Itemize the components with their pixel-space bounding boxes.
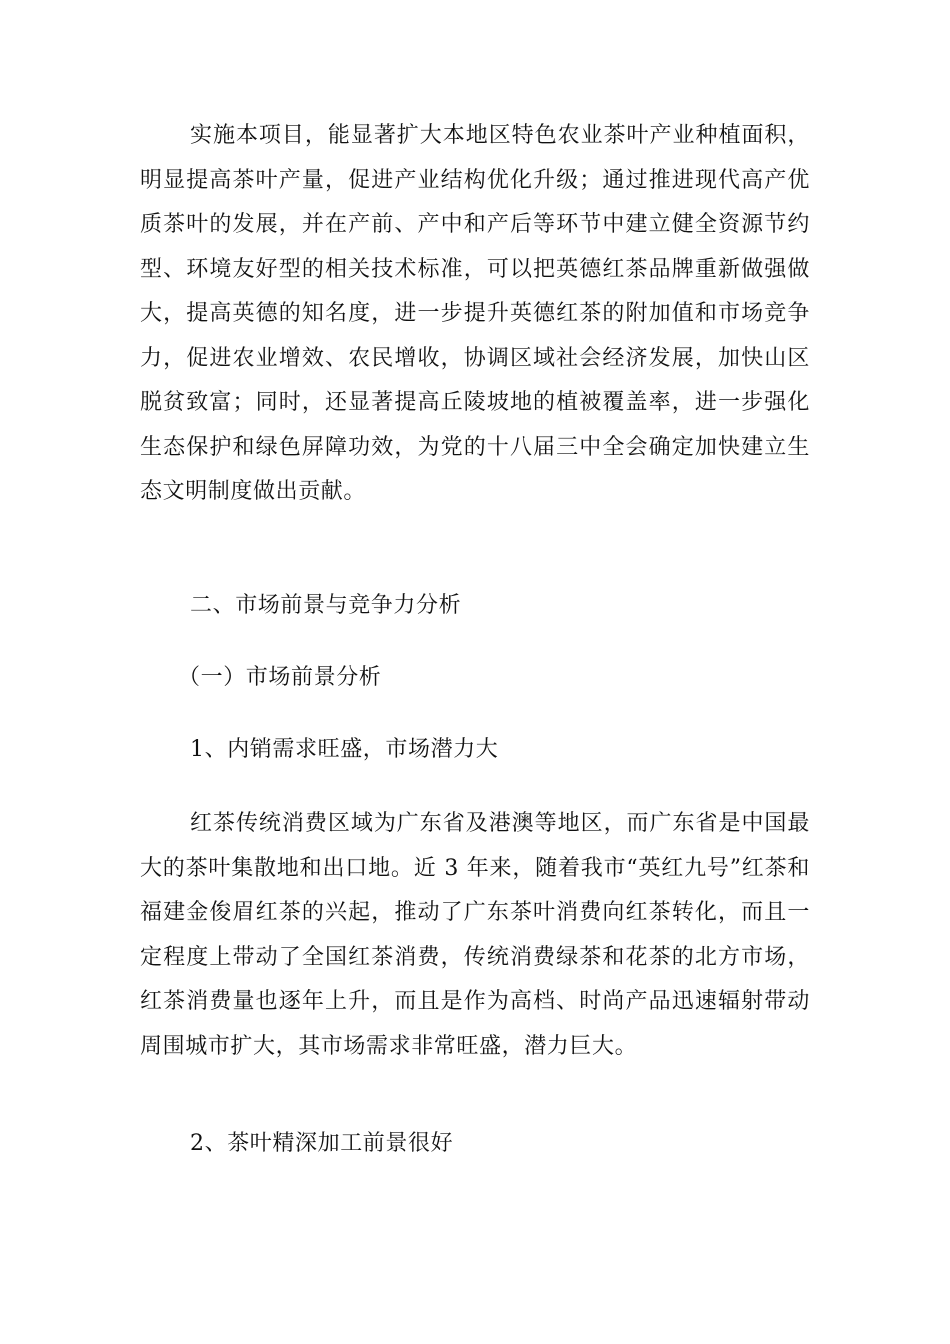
- body-paragraph-project-benefits: 实施本项目，能显著扩大本地区特色农业茶叶产业种植面积，明显提高茶叶产量，促进产业结构优化升级；通过推进现代高产优质茶叶的发展，并在产前、产中和产后等环节中建立健全资源节约型、环境友好型的相关技术标准，可以把英德红茶品牌重新做强做大，提高英德的知名度，进一步提升英德红茶的附加值和市场竞争力，促进农业增效、农民增收，协调区域社会经济发展，加快山区脱贫致富；同时，还显著提高丘陵坡地的植被覆盖率，进一步强化生态保护和绿色屏障功效，为党的十八届三中全会确定加快建立生态文明制度做出贡献。: [140, 123, 810, 504]
- subsection-heading-market-analysis: （一）市场前景分析: [178, 665, 382, 690]
- item-heading-domestic-demand: 1、内销需求旺盛，市场潜力大: [190, 737, 499, 762]
- body-paragraph-black-tea-consumption: 红茶传统消费区域为广东省及港澳等地区，而广东省是中国最大的茶叶集散地和出口地。近 3 年来，随着我市“英红九号”红茶和福建金俊眉红茶的兴起，推动了广东茶叶消费向红茶转化，而且一定程度上带动了全国红茶消费，传统消费绿茶和花茶的北方市场，红茶消费量也逐年上升，而且是作为高档、时尚产品迅速辐射带动周围城市扩大，其市场需求非常旺盛，潜力巨大。: [140, 811, 810, 1059]
- section-heading-market-outlook: 二、市场前景与竞争力分析: [190, 593, 462, 618]
- item-heading-deep-processing: 2、茶叶精深加工前景很好: [190, 1131, 454, 1156]
